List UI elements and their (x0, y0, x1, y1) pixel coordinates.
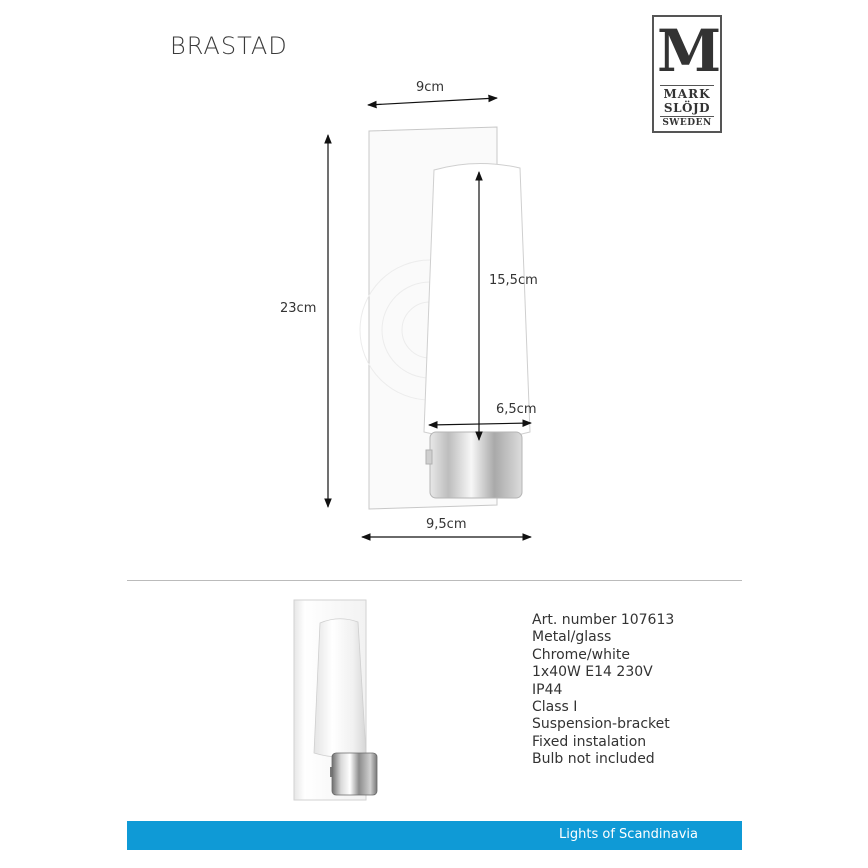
logo-line-1: MARK (663, 87, 711, 101)
logo-line-2: SLÖJD (663, 101, 711, 115)
dim-shade-width: 6,5cm (496, 402, 537, 417)
product-title: BRASTAD (170, 32, 288, 60)
spec-mounting: Suspension-bracket (532, 716, 670, 733)
spec-art-number: Art. number 107613 (532, 612, 675, 628)
spec-bulb-note: Bulb not included (532, 751, 655, 768)
spec-ip-rating: IP44 (532, 681, 563, 698)
spec-material: Metal/glass (532, 629, 612, 646)
shade-outline (424, 163, 530, 439)
chrome-base (430, 432, 522, 498)
product-photo (280, 595, 390, 805)
logo-letter: M (657, 17, 722, 85)
dim-arrow-top-width (368, 98, 497, 105)
spec-class: Class I (532, 699, 578, 716)
spec-color: Chrome/white (532, 646, 630, 663)
mount-knob (426, 450, 432, 464)
dim-top-width: 9cm (416, 80, 445, 95)
logo-line-3: SWEDEN (662, 118, 712, 128)
dim-height: 23cm (280, 301, 317, 316)
section-divider (127, 580, 742, 581)
dim-bottom-width: 9,5cm (426, 517, 467, 532)
footer-tagline: Lights of Scandinavia (559, 827, 698, 842)
dim-shade-height: 15,5cm (489, 273, 538, 288)
spec-installation: Fixed instalation (532, 733, 647, 750)
footer-bar (127, 821, 742, 850)
spec-list (532, 612, 674, 769)
spec-bulb: 1x40W E14 230V (532, 664, 653, 681)
